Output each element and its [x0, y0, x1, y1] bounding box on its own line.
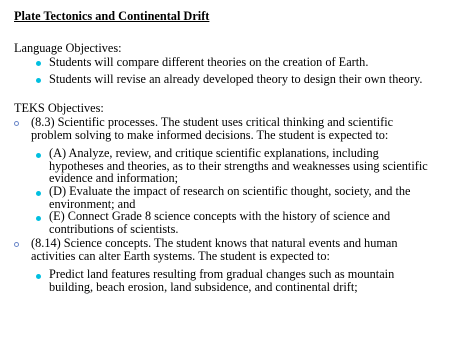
teks-objectives-heading: TEKS Objectives:: [14, 101, 104, 115]
bullet-ring-icon: [14, 121, 19, 126]
teks-sub-a-text: (A) Analyze, review, and critique scientific explanations, including hypotheses and theories, as to their strengths and weaknesses using scientific evidence and information;: [49, 146, 428, 186]
language-objectives-heading: Language Objectives:: [14, 41, 122, 55]
bullet-dot-icon: [36, 153, 41, 158]
bullet-ring-icon: [14, 242, 19, 247]
teks-sub-predict-text: Predict land features resulting from gradual changes such as mountain building, beach erosion, land subsidence, and continental drift;: [49, 267, 395, 294]
bullet-dot-icon: [36, 61, 41, 66]
language-objective-1-text: Students will compare different theories on the creation of Earth.: [49, 55, 369, 69]
bullet-dot-icon: [36, 191, 41, 196]
teks-sub-e-text: (E) Connect Grade 8 science concepts with the history of science and contributions of scientists.: [49, 209, 391, 236]
bullet-dot-icon: [36, 78, 41, 83]
teks-objective-8-3-text: (8.3) Scientific processes. The student uses critical thinking and scientific problem solving to make informed decisions. The student is expected to:: [31, 115, 394, 142]
document-title: Plate Tectonics and Continental Drift: [14, 9, 210, 23]
bullet-dot-icon: [36, 274, 41, 279]
language-objective-2-text: Students will revise an already developed theory to design their own theory.: [49, 72, 423, 86]
teks-objective-8-14-text: (8.14) Science concepts. The student knows that natural events and human activities can alter Earth systems. The student is expected to:: [31, 236, 398, 263]
bullet-dot-icon: [36, 216, 41, 221]
teks-sub-d-text: (D) Evaluate the impact of research on scientific thought, society, and the environment; and: [49, 184, 411, 211]
